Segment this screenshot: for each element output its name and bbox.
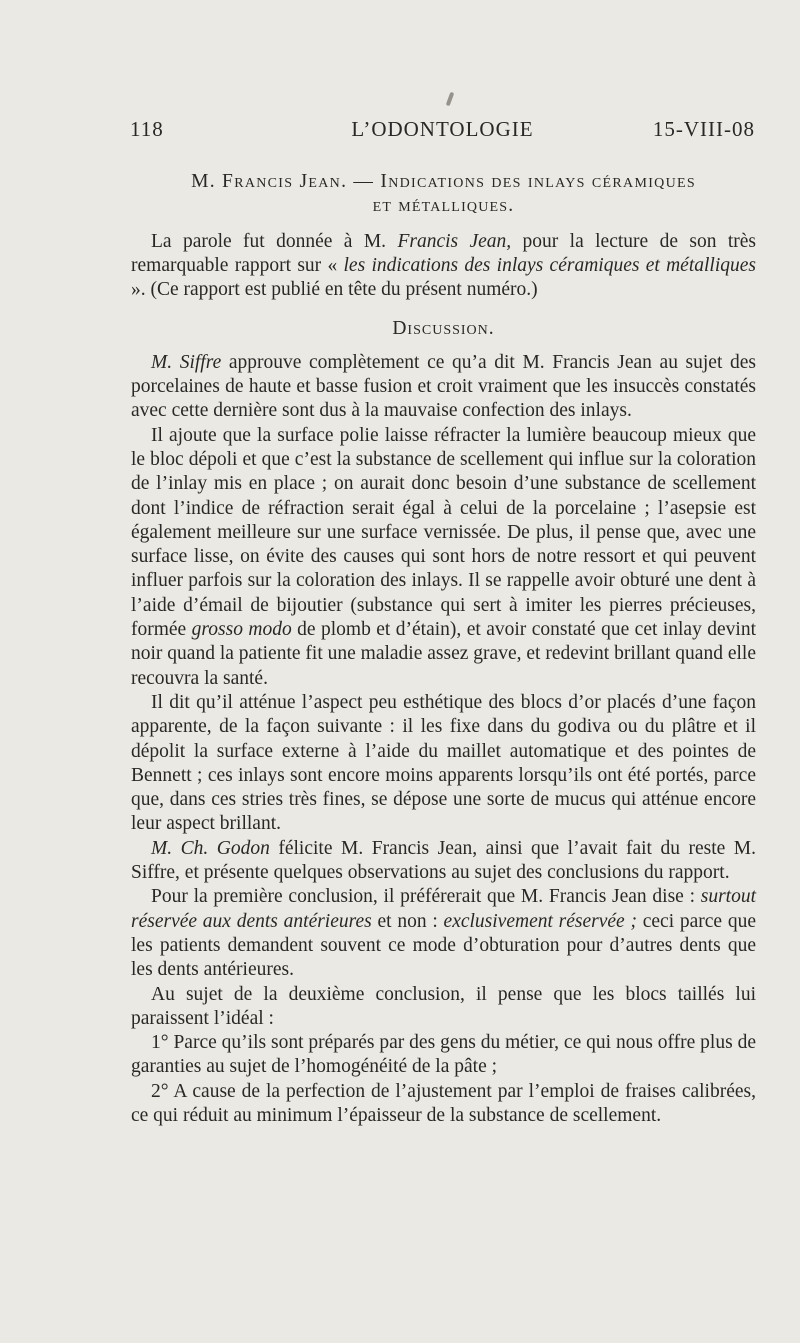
article-title [131,170,756,194]
text-run: de plomb et d’étain), et avoir constaté que cet inlay devint noir quand la patiente fit une maladie assez grave, et redevint brillant quand elle recouvra la santé. [131,619,756,689]
paragraph-attenue: Il dit qu’il atténue l’aspect peu esthétique des blocs d’or placés d’une façon apparente, de la façon suivante : il les fixe dans du godiva ou du plâtre et il dépolit la surface externe à l’aide du maillet automatique et des pointes de Bennett ; ces inlays sont encore moins apparents lorsqu’ils ont été portés, parce que, dans ces stries très fines, se dépose une sorte de mucus qui atténue encore leur aspect brillant. [131,691,756,835]
article-body [131,170,756,1128]
report-title: les indications des inlays céramiques et métalliques [343,254,756,276]
text-run: Il ajoute que la surface polie laisse réfracter la lumière beaucoup mieux que le bloc dépoli et que c’est la substance de scellement qui influe sur la coloration de l’inlay mis en place ; on aurait donc besoin d’une substance de scellement dont l’indice de réfraction serait égal à celui de la porcelaine ; l’asepsie est également meilleure sur une surface vernissée. De plus, il pense que, avec une surface lisse, on évite des causes qui sont hors de notre ressort et qui peuvent influer parfois sur la coloration des inlays. Il se rappelle avoir obturé une dent à l’aide d’émail de bijoutier (substance qui sert à imiter les pierres précieuses, formée [131,424,756,641]
speaker-name: Francis Jean, [397,230,512,252]
text-run: approuve complètement ce qu’a dit M. Francis Jean au sujet des porcelaines de haute et basse fusion et croit vraiment que les insuccès constatés avec cette dernière sont dus à la mauvaise confection des inlays. [131,351,756,422]
journal-title: L’ODONTOLOGIE [351,117,534,141]
speaker-name: M. Siffre [151,351,222,373]
text-run: La parole fut donnée à M. [151,230,398,252]
title-author: M. Francis Jean. — [191,171,381,192]
paragraph-ajoute [131,424,756,691]
paragraph-siffre [131,351,756,424]
article-title-line2: et métalliques. [372,195,515,217]
text-run: pour la lecture de son très remarquable rapport sur « [131,230,756,276]
ink-mark [446,92,455,107]
issue-date: 15-VIII-08 [652,117,755,141]
latin-phrase: grosso modo [191,619,292,641]
text-run: et non : [371,910,444,932]
quoted-wording: surtout réservée aux dents antérieures [131,886,756,932]
text-run: félicite M. Francis Jean, ainsi que l’avait fait du reste M. Siffre, et présente quelques observations au sujet des conclusions du rapport. [131,837,756,884]
list-item-1: 1° Parce qu’ils sont préparés par des gens du métier, ce qui nous offre plus de garanties au sujet de l’homogénéité de la pâte ; [131,1032,756,1078]
text-run: Pour la première conclusion, il préférerait que M. Francis Jean dise : [151,886,701,908]
quoted-wording: exclusivement réservée ; [443,910,637,932]
section-heading: Discussion. [392,318,495,340]
running-head [130,117,755,147]
title-subject: Indications des inlays céramiques [380,171,696,192]
list-item-2: 2° A cause de la perfection de l’ajustement par l’emploi de fraises calibrées, ce qui réduit au minimum l’épaisseur de la substance de scellement. [131,1080,756,1126]
text-run: ». (Ce rapport est publié en tête du présent numéro.) [131,279,538,301]
paragraph-second-conclusion: Au sujet de la deuxième conclusion, il pense que les blocs taillés lui paraissent l’idéal : [131,983,756,1029]
text-run: ceci parce que les patients demandent souvent ce mode d’obturation pour d’autres dents que les dents antérieures. [131,910,757,981]
intro-paragraph [131,230,756,303]
paragraph-first-conclusion [131,885,756,982]
page-number: 118 [130,117,164,141]
speaker-name: M. Ch. Godon [151,837,270,859]
paragraph-godon [131,837,756,886]
